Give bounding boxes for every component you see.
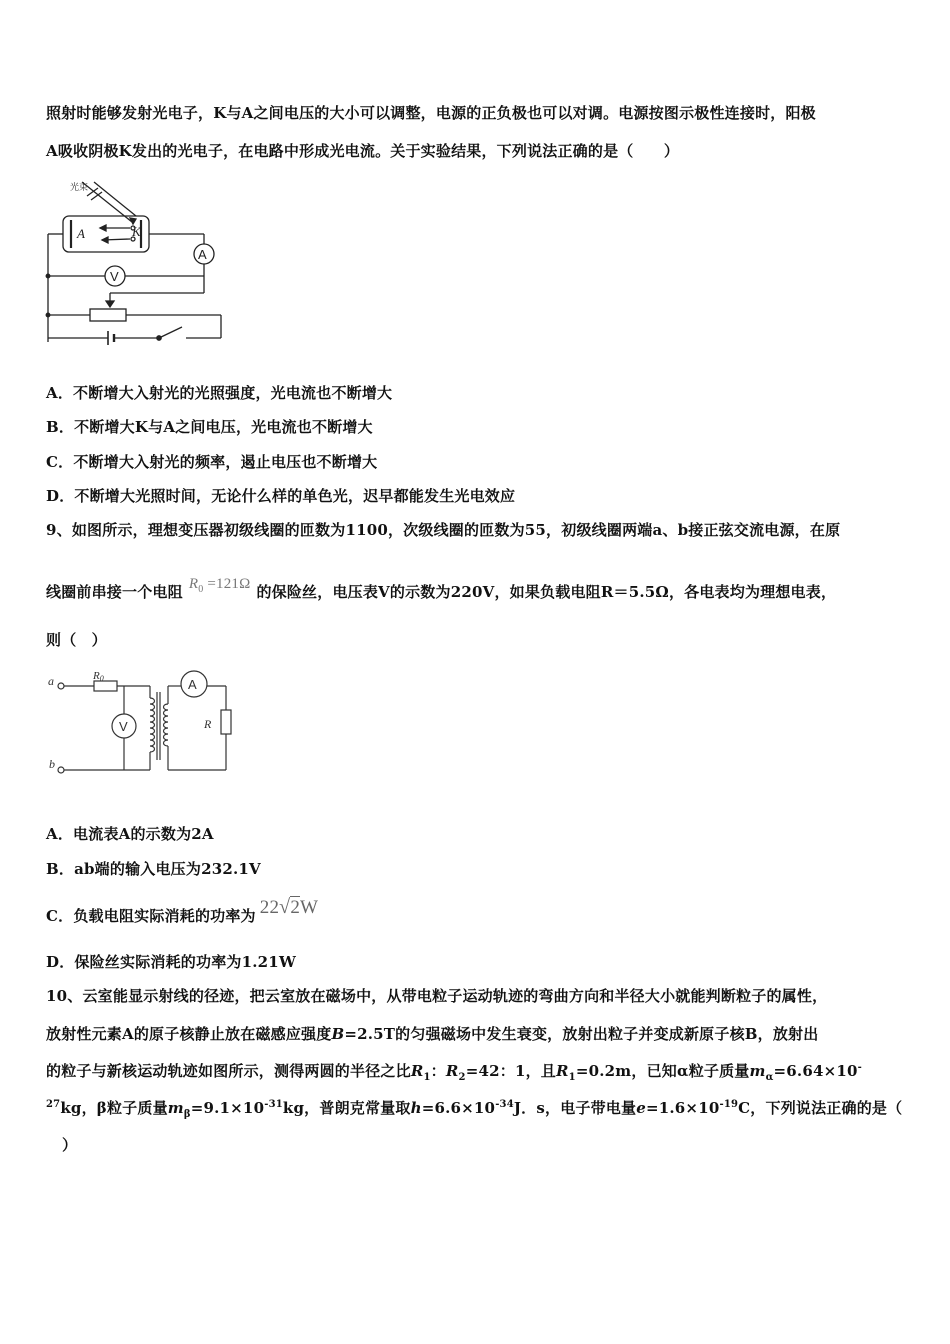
q8-stem-line2: A吸收阴极K发出的光电子，在电路中形成光电流。关于实验结果，下列说法正确的是（ ） <box>46 142 680 160</box>
q10-line1: 10、云室能显示射线的径迹，把云室放在磁场中，从带电粒子运动轨迹的弯曲方向和半径大小就能判断粒子的属性， <box>46 987 828 1005</box>
light-beam-label: 光束 <box>70 182 89 192</box>
q9-option-b: B．ab端的输入电压为232.1V <box>46 860 261 878</box>
photoelectric-circuit-figure <box>44 174 229 356</box>
q9-stem-line2-pre: 线圈前串接一个电阻 <box>46 583 183 601</box>
cathode-label: K <box>132 224 141 239</box>
q9-option-a: A．电流表A的示数为2A <box>46 825 214 843</box>
q8-option-a: A．不断增大入射光的光照强度，光电流也不断增大 <box>46 384 393 402</box>
q10-line4: $^{27}$kg，β粒子质量$m_\beta=9.1\times 10^{-31}kg$，普朗克常量取$h=6.6\times 10^{-34}J$．s，电子带电量$e=1.6\times 10^{-19}C$，下列说法正确的是（ <box>46 1099 903 1120</box>
terminal-b-label: b <box>49 757 55 771</box>
q9-stem-line3: 则（ ） <box>46 631 107 649</box>
q8-option-b: B．不断增大K与A之间电压，光电流也不断增大 <box>46 418 373 436</box>
q9-stem-line1: 9、如图所示，理想变压器初级线圈的匝数为1100，次级线圈的匝数为55，初级线圈两端a、b接正弦交流电源，在原 <box>46 521 841 539</box>
q9-ammeter-label: A <box>188 677 197 692</box>
q9-voltmeter-label: V <box>119 719 128 734</box>
voltmeter-label: V <box>110 269 119 284</box>
transformer-circuit-figure <box>46 664 242 780</box>
q9-stem-line2-post: 的保险丝，电压表V的示数为220V，如果负载电阻R＝5.5Ω，各电表均为理想电表， <box>256 583 837 601</box>
q10-line2: 放射性元素A的原子核静止放在磁感应强度B=2.5T的匀强磁场中发生衰变，放射出粒子并变成新原子核B，放射出 <box>46 1025 819 1043</box>
fuse-r0-label: R0 <box>93 670 104 683</box>
q10-line3: 的粒子与新核运动轨迹如图所示，测得两圆的半径之比$R_1$：$R_2=42$：1，且$R_1=0.2m$，已知α粒子质量$m_\alpha=6.64\times 10^-$ <box>46 1062 863 1083</box>
q9-option-c-text: C．负载电阻实际消耗的功率为 <box>46 907 256 925</box>
q8-option-d: D．不断增大光照时间，无论什么样的单色光，迟早都能发生光电效应 <box>46 487 516 505</box>
terminal-a-label: a <box>48 674 54 688</box>
ammeter-label: A <box>198 247 207 262</box>
q8-option-c: C．不断增大入射光的频率，遏止电压也不断增大 <box>46 453 378 471</box>
r0-formula: $R_0 =121\Omega$ <box>188 576 251 595</box>
q9-stem-line2 <box>46 576 837 604</box>
load-r-label: R <box>204 717 212 731</box>
q8-stem-line1: 照射时能够发射光电子，K与A之间电压的大小可以调整，电源的正负极也可以对调。电源按图示极性连接时，阳极 <box>46 104 816 122</box>
power-formula: 22√2W <box>259 896 319 918</box>
q9-option-d: D．保险丝实际消耗的功率为1.21W <box>46 953 296 971</box>
q9-option-c <box>46 896 319 927</box>
q10-line5: ） <box>62 1136 78 1154</box>
anode-label: A <box>77 226 85 241</box>
